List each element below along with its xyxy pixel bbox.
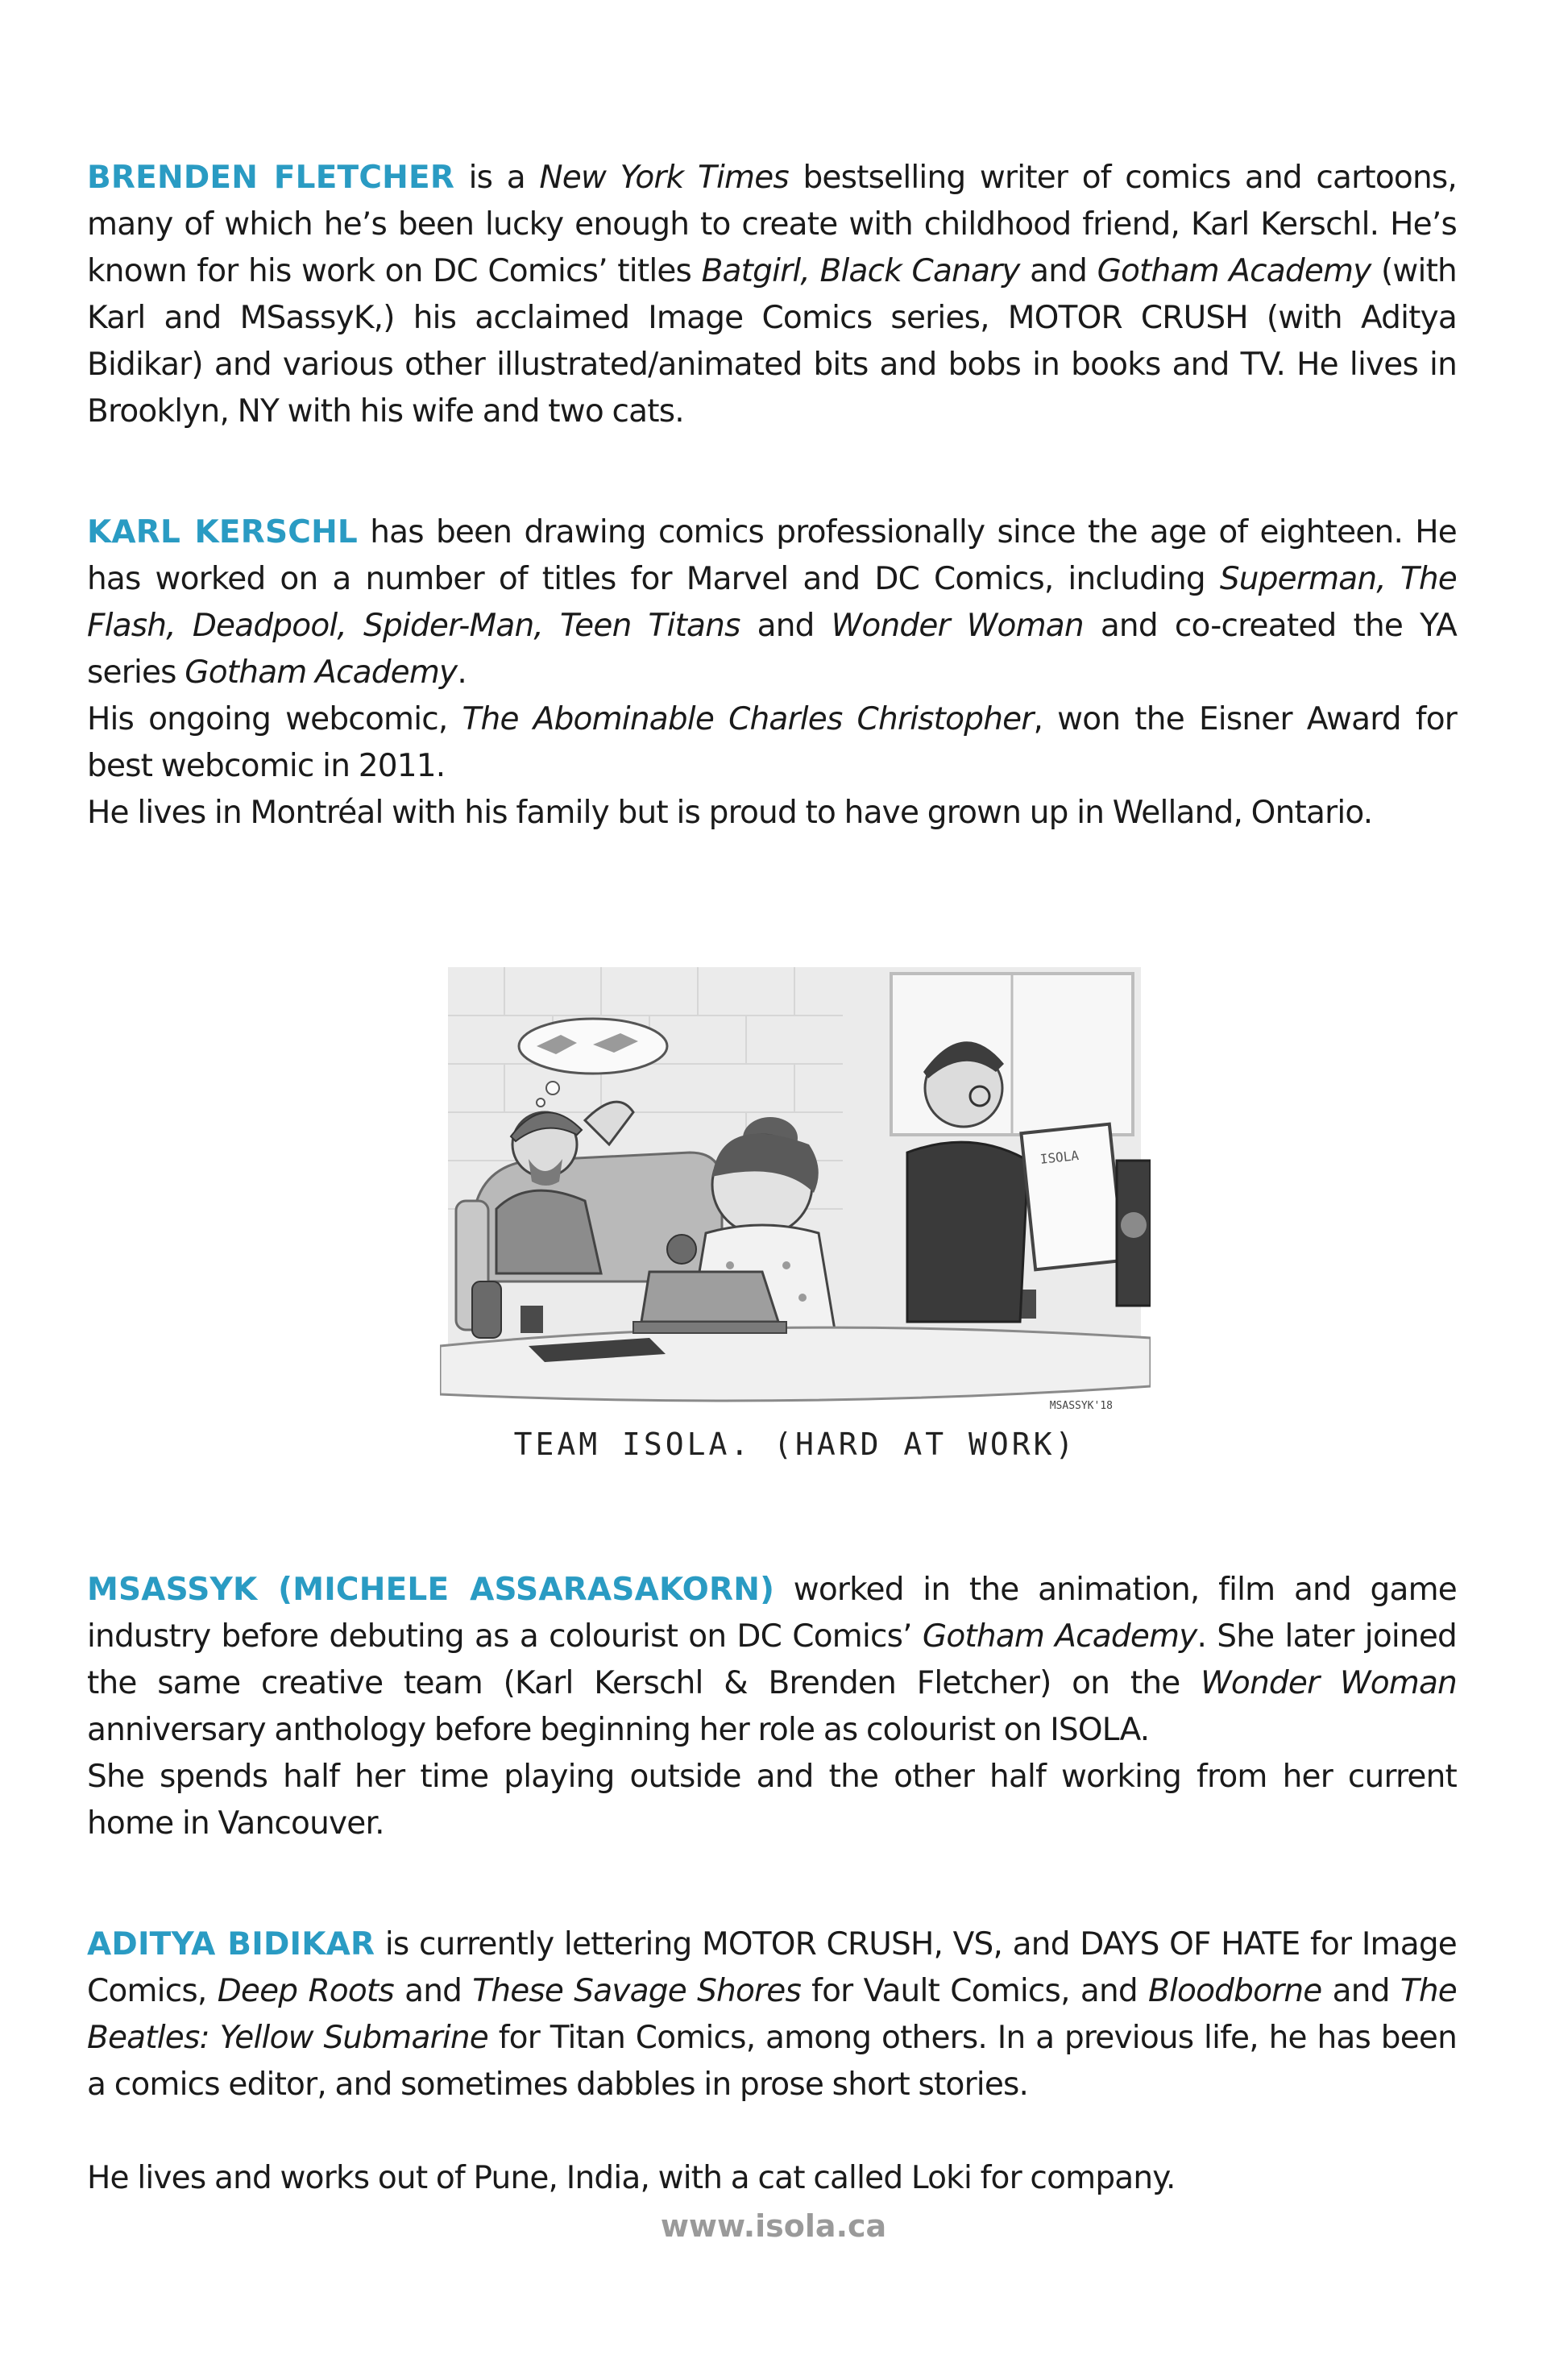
- bio-text: worked in the animation, film and game industry before debuting as a colourist on DC Comics’: [87, 1572, 1457, 1655]
- bio-paragraph: [87, 1567, 1457, 1754]
- footer-website-link[interactable]: www.isola.ca: [660, 2208, 887, 2244]
- bio-paragraph: [87, 1921, 1457, 2108]
- bio-text: . She later joined the same creative team (Karl Kerschl & Brenden Fletcher) on the: [87, 1618, 1457, 1701]
- bio-title-italic: Batgirl, Black Canary: [701, 253, 1020, 289]
- bio-name: ADITYA BIDIKAR: [87, 1926, 375, 1963]
- bio-paragraph: [87, 155, 1457, 435]
- bio-paragraph: [87, 696, 1457, 790]
- bio-text: bestselling writer of comics and cartoons, many of which he’s been lucky enough to create with childhood friend, Karl Kerschl. He’s known for his work on DC Comics’ titles: [87, 160, 1458, 289]
- bottle-icon: [472, 1281, 501, 1338]
- bio-aditya-bidikar: [87, 1921, 1457, 2202]
- desk: [440, 1327, 1151, 1401]
- bio-title-italic: Deep Roots: [217, 1973, 394, 2009]
- team-isola-illustration: [440, 967, 1151, 1423]
- bio-name: MSASSYK (MICHELE ASSARASAKORN): [87, 1572, 775, 1608]
- bio-title-italic: The Abominable Charles Christopher: [462, 701, 1034, 737]
- bio-title-italic: Wonder Woman: [831, 608, 1084, 644]
- bio-title-italic: Bloodborne: [1148, 1973, 1322, 2009]
- bio-text: has been drawing comics professionally since the age of eighteen. He has worked on a number of titles for Marvel and DC Comics, including: [87, 514, 1457, 597]
- bio-text: is a: [454, 160, 540, 196]
- bio-text: and co-created the YA series: [87, 608, 1457, 691]
- bio-title-italic: New York Times: [539, 160, 789, 196]
- bio-title-italic: Gotham Academy: [185, 654, 458, 691]
- cookie-icon: [667, 1235, 696, 1264]
- bio-text: and: [1321, 1973, 1400, 2009]
- bio-text: anniversary anthology before beginning her role as colourist on ISOLA.: [87, 1712, 1150, 1748]
- bio-text: and: [393, 1973, 473, 2009]
- bio-text: for Titan Comics, among others. In a previous life, he has been a comics editor, and sometimes dabbles in prose short stories.: [87, 2020, 1457, 2103]
- bio-text: .: [457, 654, 467, 691]
- bio-text: His ongoing webcomic,: [87, 701, 462, 737]
- bio-text: , won the Eisner Award for best webcomic in 2011.: [87, 701, 1457, 784]
- illustration-caption: TEAM ISOLA. (HARD AT WORK): [513, 1427, 1077, 1462]
- bio-text: and: [740, 608, 832, 644]
- bio-paragraph: He lives and works out of Pune, India, with a cat called Loki for company.: [87, 2160, 1176, 2196]
- bio-msassyk: [87, 1567, 1457, 1847]
- bio-name: BRENDEN FLETCHER: [87, 160, 455, 196]
- cup-icon: [521, 1306, 543, 1333]
- monitor: [1021, 1124, 1123, 1270]
- bio-title-italic: Gotham Academy: [1097, 253, 1371, 289]
- bio-name: KARL KERSCHL: [87, 514, 358, 550]
- bio-text: is currently lettering MOTOR CRUSH, VS, and DAYS OF HATE for Image Comics,: [87, 1926, 1457, 2009]
- bio-title-italic: Gotham Academy: [922, 1618, 1197, 1655]
- bio-paragraph: She spends half her time playing outside and the other half working from her current home in Vancouver.: [87, 1759, 1457, 1842]
- laptop-icon: [641, 1272, 778, 1322]
- bio-text: (with Karl and MSassyK,) his acclaimed Image Comics series, MOTOR CRUSH (with Aditya Bidikar) and various other illustrated/animated bits and bobs in books and TV. He lives in Brooklyn, NY with his wife and two cats.: [87, 253, 1457, 430]
- bio-paragraph: [87, 509, 1457, 696]
- bio-paragraph: He lives in Montréal with his family but is proud to have grown up in Welland, Ontario.: [87, 795, 1373, 831]
- bio-title-italic: Superman, The Flash, Deadpool, Spider-Man, Teen Titans: [87, 561, 1457, 644]
- bio-title-italic: The Beatles: Yellow Submarine: [87, 1973, 1457, 2056]
- monitor-text: ISOLA: [1039, 1147, 1080, 1167]
- bio-karl-kerschl: [87, 509, 1457, 837]
- chair: [907, 1142, 1028, 1322]
- bio-title-italic: Wonder Woman: [1201, 1665, 1457, 1701]
- bio-title-italic: These Savage Shores: [472, 1973, 801, 2009]
- bio-text: for Vault Comics, and: [800, 1973, 1149, 2009]
- bio-text: and: [1019, 253, 1097, 289]
- bio-brenden-fletcher: [87, 155, 1457, 435]
- artist-signature: MSASSYK'18: [1049, 1400, 1113, 1412]
